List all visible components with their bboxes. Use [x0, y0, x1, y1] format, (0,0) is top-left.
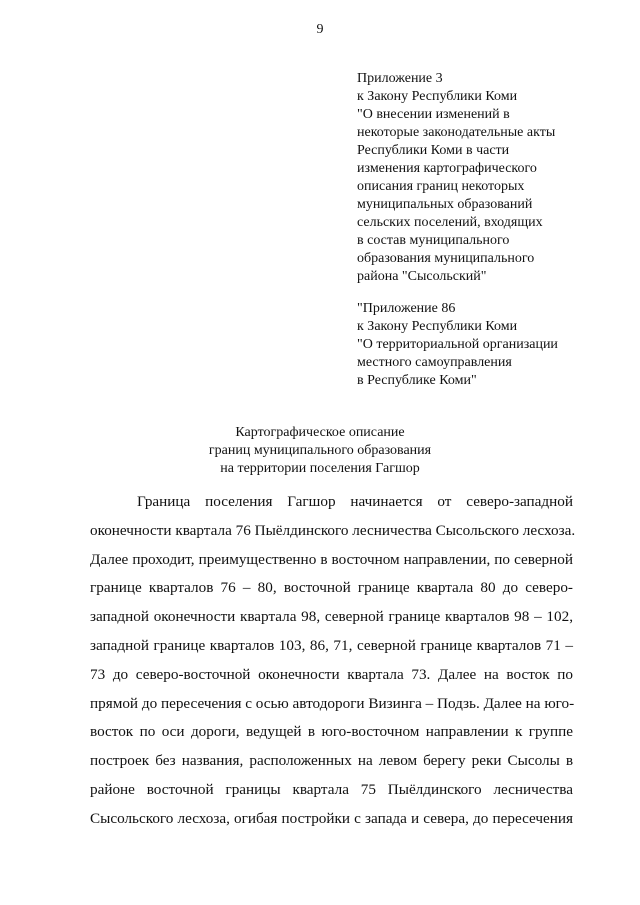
appendix-3-line: к Закону Республики Коми: [357, 89, 518, 104]
appendix-3-line: сельских поселений, входящих: [357, 215, 543, 230]
title-line: на территории поселения Гагшор: [220, 461, 420, 476]
appendix-3-line: в состав муниципального: [357, 233, 510, 248]
paragraph-line: районе восточной границы квартала 75 Пыёлдинского лесничества: [90, 780, 573, 798]
paragraph-line: западной границе кварталов 103, 86, 71, северной границе кварталов 71 –: [90, 636, 573, 654]
appendix-3-line: Приложение 3: [357, 71, 443, 86]
title-line: Картографическое описание: [235, 425, 405, 440]
appendix-3-line: "О внесении изменений в: [357, 107, 510, 122]
paragraph-line: западной оконечности квартала 98, северной границе кварталов 98 – 102,: [90, 608, 573, 626]
page-number: 9: [316, 22, 324, 37]
paragraph-line: Граница поселения Гагшор начинается от северо-западной: [137, 493, 573, 510]
appendix-86-header: [357, 300, 617, 390]
appendix-3-header: [357, 70, 617, 286]
appendix-86-line: к Закону Республики Коми: [357, 319, 518, 334]
appendix-86-line: "Приложение 86: [357, 301, 456, 316]
document-title: [0, 424, 640, 478]
appendix-3-line: некоторые законодательные акты: [357, 125, 556, 140]
boundary-description-paragraph: [90, 488, 576, 834]
appendix-3-line: изменения картографического: [357, 161, 537, 176]
paragraph-line: границе кварталов 76 – 80, восточной границе квартала 80 до северо-: [90, 579, 573, 597]
appendix-3-line: образования муниципального: [357, 251, 535, 266]
paragraph-line: оконечности квартала 76 Пыёлдинского лесничества Сысольского лесхоза.: [90, 521, 576, 539]
paragraph-line: 73 до северо-восточной оконечности квартала 73. Далее на восток по: [90, 665, 573, 683]
paragraph-line: Сысольского лесхоза, огибая постройки с запада и севера, до пересечения: [90, 809, 573, 827]
appendix-3-line: Республики Коми в части: [357, 143, 510, 158]
paragraph-line: Далее проходит, преимущественно в восточном направлении, по северной: [90, 550, 573, 568]
appendix-3-line: муниципальных образований: [357, 197, 533, 212]
paragraph-line: восток по оси дороги, ведущей в юго-восточном направлении к группе: [90, 723, 573, 741]
appendix-86-line: "О территориальной организации: [357, 337, 558, 352]
title-line: границ муниципального образования: [208, 443, 432, 458]
appendix-3-line: района "Сысольский": [357, 269, 487, 284]
appendix-86-line: в Республике Коми": [357, 373, 477, 388]
paragraph-line: прямой до пересечения с осью автодороги Визинга – Подзь. Далее на юго-: [90, 694, 575, 712]
appendix-86-line: местного самоуправления: [357, 355, 512, 370]
appendix-3-line: описания границ некоторых: [357, 179, 525, 194]
paragraph-line: построек без названия, расположенных на левом берегу реки Сысолы в: [90, 752, 573, 770]
